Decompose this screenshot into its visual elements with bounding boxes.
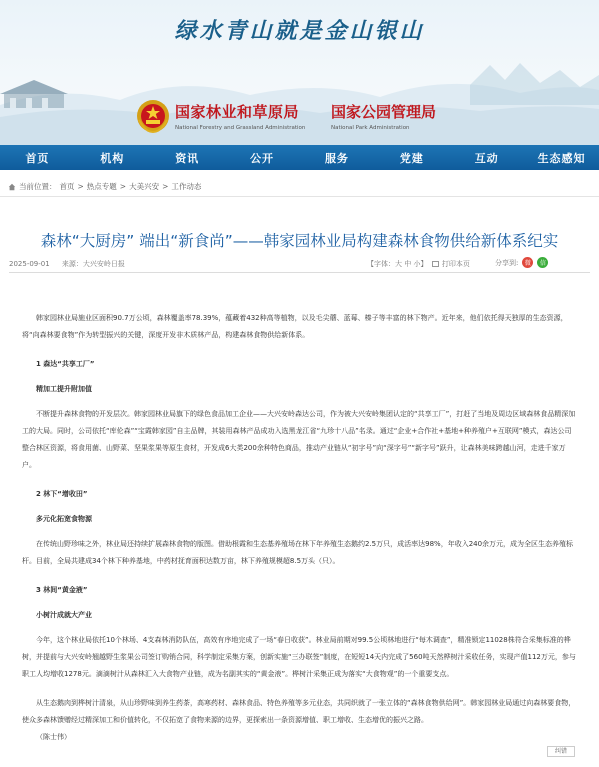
main-nav [0,145,599,170]
font-size-control[interactable]: 【字体：大 中 小】 [367,260,428,268]
section-heading: 1 森达“共享工厂” [36,360,95,368]
correction-button[interactable]: 纠错 [547,746,575,757]
org-name-national-park-en: National Park Administration [331,125,410,131]
breadcrumb [8,181,201,192]
breadcrumb-hot-topics[interactable]: 热点专题 [86,182,117,191]
intro-paragraph: 韩家园林业局施业区面积90.7万公顷，森林覆盖率78.39%，蕴藏着432种高等植物，以及毛尖蘑、蓝莓、榛子等丰富的林下物产。近年来，他们依托得天独厚的生态资源，将“向森林要食物”作为转型振兴的关键，深度开发非木质林产品，构建森林食物供给新体系。 [22,314,568,339]
section-heading: 3 林间“黄金液” [36,586,88,594]
article-meta [9,259,135,269]
nav-item-home[interactable]: 首页 [25,151,50,165]
breadcrumb-separator: > [77,182,84,191]
breadcrumb-prefix: 当前位置： [19,182,57,191]
section-heading: 2 林下“增收田” [36,490,88,498]
share-bar [495,257,548,268]
nav-item-party[interactable]: 党建 [399,151,424,165]
breadcrumb-separator: > [162,182,169,191]
meta-divider [9,272,590,273]
article-tools [367,259,470,269]
share-label: 分享到: [495,258,519,267]
section-paragraph: 不断提升森林食物的开发层次。韩家园林业局旗下的绿色食品加工企业——大兴安岭森达公司，作为被大兴安岭集团认定的“共享工厂”，打赶了当地及周边区域森林食品精深加工的大局。同时，公司依托“库伦森”“宝霞韩家园”自主品牌，其装用森林产品成功入选黑龙江省“九珍十八品”名录。通过“企业+合作社+基地+种养殖户+互联网”模式，森达公司整合林区资源，将食用菌、山野菜、坚果浆果等原生食材，开发成6大类200余种特色商品，推动产业链从“初字号”向“深字号”“新字号”跃升，让森林美味跨越山河，走进千家万户。 [22,410,576,469]
site-banner [0,0,599,145]
nav-item-public[interactable]: 公开 [250,151,275,165]
site-slogan: 绿水青山就是金山银山 [174,18,425,44]
weibo-share-icon[interactable]: 微 [522,257,533,268]
org-name-national-park[interactable]: 国家公园管理局 [331,103,437,121]
breadcrumb-daxinganling[interactable]: 大美兴安 [129,182,160,191]
print-link[interactable]: 打印本页 [441,260,470,268]
section-subheading: 精加工提升附加值 [36,385,92,393]
pavilion-graphic [0,72,80,112]
home-icon [8,183,16,191]
article-source: 来源：大兴安岭日报 [61,260,125,268]
section-subheading: 多元化拓宽食物源 [36,515,92,523]
org-name-forestry[interactable]: 国家林业和草原局 [175,103,300,121]
breadcrumb-divider [0,196,599,197]
nav-item-services[interactable]: 服务 [324,151,349,165]
section-paragraph: 在传统山野珍味之外，林业局还持续扩展森林食物的版图。借助根霞和生态基养殖场在林下年养殖生态鹅约2.5万只，成活率达98%，年收入240余万元，成为全区生态养殖标杆。目前，全局共建成34个林下种养基地，中药材抚育面积达数万亩，林下养殖规模超8.5万头（只）。 [22,540,574,565]
national-emblem-icon [135,98,171,134]
nav-item-interaction[interactable]: 互动 [474,151,499,165]
article-date: 2025-09-01 [9,260,50,268]
breadcrumb-home[interactable]: 首页 [59,182,75,191]
article-author: （陈士伟） [36,733,71,741]
nav-item-eco-perception[interactable]: 生态感知 [537,151,586,165]
section-paragraph: 今年，这个林业局依托10个林场、4支森林消防队伍，高效有序地完成了一场“春日收获”。林业局前期对99.5公顷林地进行“每木调查”，精准锁定11028株符合采集标准的桦树，并提前与大兴安岭翘越野生浆果公司签订购销合同，科学制定采集方案，创新实施“三办联签”制度，在短短14天内完成了560吨天然桦树汁采收任务，实现产值112万元，参与职工人均增收1278元。滴滴树汁从森林汇入大食物产业链，成为名副其实的“黄金液”。桦树汁采集正成为落实“大食物观”的一个重要支点。 [22,636,576,678]
closing-paragraph: 从生态鹅肉到桦树汁清泉，从山珍野味到养生药茶，高寒药材、森林食品、特色养殖等多元业态，共同织就了一张立体的“森林食物供给网”。韩家园林业局通过向森林要食物，使众多森林馈赠经过精深加工和价值转化，不仅拓宽了食物来源的边界，更探索出一条资源增值、职工增收、生态增优的振兴之路。 [22,699,576,724]
nav-item-news[interactable]: 资讯 [175,151,200,165]
org-name-forestry-en: National Forestry and Grassland Administration [175,125,306,131]
section-subheading: 小树汁成就大产业 [36,611,92,619]
wechat-share-icon[interactable]: 信 [537,257,548,268]
nav-item-institutions[interactable]: 机构 [100,151,125,165]
breadcrumb-work-news[interactable]: 工作动态 [171,182,202,191]
article-title: 森林“大厨房” 端出“新食尚”——韩家园林业局构建森林食物供给新体系纪实 [40,232,559,250]
article-body [22,310,578,746]
breadcrumb-separator: > [119,182,127,191]
print-icon[interactable] [432,261,439,267]
